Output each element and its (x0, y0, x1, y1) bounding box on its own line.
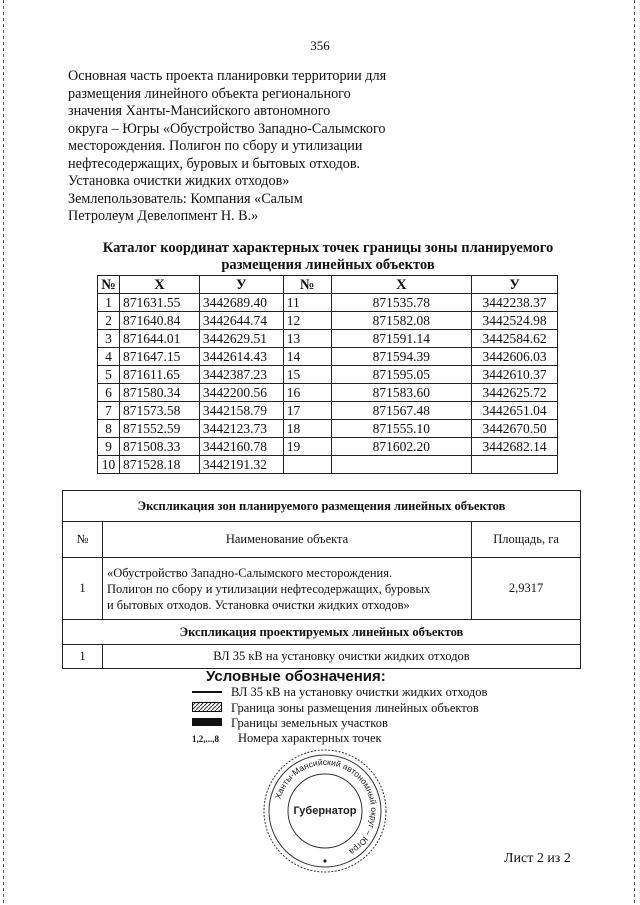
col-header-y: У (199, 276, 283, 294)
cell-x: 871552.59 (119, 420, 199, 438)
cell-x: 871528.18 (119, 456, 199, 474)
cell-x: 871631.55 (119, 294, 199, 312)
header-line: Землепользователь: Компания «Салым (68, 190, 303, 207)
header-line: Основная часть проекта планировки территории для (68, 68, 387, 84)
table-row (98, 312, 558, 330)
table-row (98, 384, 558, 402)
explication-col-area: Площадь, га (472, 522, 581, 558)
cell-num: 18 (283, 420, 331, 438)
seal-ring-text: Ханты-Мансийский автономный округ – Югра (272, 756, 380, 858)
cell-x (331, 456, 471, 474)
cell-x: 871595.05 (331, 366, 471, 384)
cell-x: 871647.15 (119, 348, 199, 366)
col-header-x: X (119, 276, 199, 294)
cell-x: 871611.65 (119, 366, 199, 384)
cell-num: 15 (283, 366, 331, 384)
cell-y: 3442200.56 (199, 384, 283, 402)
page-edge-line (634, 0, 635, 905)
legend-item (192, 716, 388, 731)
col-header-num: № (283, 276, 331, 294)
cell-y: 3442606.03 (472, 348, 558, 366)
explication-table (62, 490, 581, 669)
projected-row-num: 1 (63, 645, 103, 669)
explication-col-name: Наименование объекта (102, 522, 471, 558)
table-row (98, 348, 558, 366)
cell-x: 871583.60 (331, 384, 471, 402)
cell-y: 3442387.23 (199, 366, 283, 384)
explication-row-num: 1 (63, 558, 103, 620)
legend-item (192, 731, 382, 746)
projected-title: Экспликация проектируемых линейных объектов (63, 620, 581, 645)
header-line: месторождения. Полигон по сбору и утилизации (68, 138, 363, 154)
table-header-row (98, 276, 558, 294)
legend-item (192, 701, 479, 716)
table-row (98, 294, 558, 312)
cell-num: 19 (283, 438, 331, 456)
legend-item-text: Граница зоны размещения линейных объектов (231, 701, 479, 715)
hatched-border-icon (192, 701, 222, 716)
cell-x: 871580.34 (119, 384, 199, 402)
header-line: Установка очистки жидких отходов» (68, 173, 290, 189)
cell-y: 3442625.72 (472, 384, 558, 402)
header-line: нефтесодержащих, буровых и бытовых отходов. (68, 155, 361, 172)
cell-num: 16 (283, 384, 331, 402)
cell-y: 3442682.14 (472, 438, 558, 456)
explication-row-name-line: и бытовых отходов. Установка очистки жидких отходов» (106, 597, 410, 612)
legend-item-text: Номера характерных точек (238, 731, 382, 745)
page-edge-line (3, 0, 4, 905)
header-line: значения Ханты-Мансийского автономного (68, 103, 331, 119)
cell-y: 3442191.32 (199, 456, 283, 474)
cell-x: 871555.10 (331, 420, 471, 438)
cell-y: 3442160.78 (199, 438, 283, 456)
cell-x: 871644.01 (119, 330, 199, 348)
cell-num: 11 (283, 294, 331, 312)
seal-center-text: Губернатор (293, 805, 357, 817)
legend-title: Условные обозначения: (206, 668, 386, 685)
table-row (98, 402, 558, 420)
cell-num: 2 (98, 312, 120, 330)
cell-num: 7 (98, 402, 120, 420)
cell-num: 8 (98, 420, 120, 438)
col-header-y: У (472, 276, 558, 294)
legend-item (192, 685, 487, 700)
cell-num: 1 (98, 294, 120, 312)
explication-row-name-line: «Обустройство Западно-Салымского месторождения. (106, 565, 393, 580)
cell-num: 3 (98, 330, 120, 348)
header-text (68, 68, 428, 226)
legend-item-text: Границы земельных участков (231, 716, 388, 730)
line-icon (192, 685, 222, 700)
cell-x: 871640.84 (119, 312, 199, 330)
explication-row-name-line: Полигон по сбору и утилизации нефтесодержащих, буровых (106, 581, 431, 596)
governor-seal (262, 748, 388, 874)
cell-y: 3442524.98 (472, 312, 558, 330)
catalog-title-line: размещения линейных объектов (221, 257, 435, 273)
catalog-title (88, 240, 568, 274)
header-line: Петролеум Девелопмент Н. В.» (68, 208, 259, 224)
cell-y: 3442644.74 (199, 312, 283, 330)
table-row (98, 330, 558, 348)
cell-y: 3442689.40 (199, 294, 283, 312)
cell-x: 871582.08 (331, 312, 471, 330)
cell-y: 3442123.73 (199, 420, 283, 438)
cell-x: 871591.14 (331, 330, 471, 348)
page-number: 356 (310, 38, 330, 53)
cell-num: 6 (98, 384, 120, 402)
cell-y: 3442584.62 (472, 330, 558, 348)
cell-num: 13 (283, 330, 331, 348)
cell-num: 4 (98, 348, 120, 366)
cell-y: 3442610.37 (472, 366, 558, 384)
table-row (98, 420, 558, 438)
catalog-title-line: Каталог координат характерных точек границы зоны планируемого (102, 240, 554, 256)
cell-y: 3442670.50 (472, 420, 558, 438)
table-row (98, 366, 558, 384)
cell-x: 871594.39 (331, 348, 471, 366)
cell-y: 3442651.04 (472, 402, 558, 420)
explication-title: Экспликация зон планируемого размещения линейных объектов (63, 491, 581, 522)
header-line: округа – Югры «Обустройство Западно-Салымского (68, 120, 386, 137)
cell-x: 871567.48 (331, 402, 471, 420)
cell-num: 14 (283, 348, 331, 366)
projected-row-name: ВЛ 35 кВ на установку очистки жидких отходов (102, 645, 580, 669)
cell-num: 5 (98, 366, 120, 384)
cell-y (472, 456, 558, 474)
cell-num: 9 (98, 438, 120, 456)
legend-item-text: ВЛ 35 кВ на установку очистки жидких отходов (231, 685, 488, 699)
cell-num (283, 456, 331, 474)
explication-col-num: № (63, 522, 103, 558)
cell-y: 3442238.37 (472, 294, 558, 312)
cell-y: 3442158.79 (199, 402, 283, 420)
header-line: размещения линейного объекта регионального (68, 85, 351, 102)
cell-x: 871508.33 (119, 438, 199, 456)
cell-y: 3442629.51 (199, 330, 283, 348)
col-header-x: X (331, 276, 471, 294)
cell-y: 3442614.43 (199, 348, 283, 366)
cell-x: 871602.20 (331, 438, 471, 456)
table-row (98, 438, 558, 456)
explication-row-area: 2,9317 (472, 558, 581, 620)
cell-num: 12 (283, 312, 331, 330)
thick-border-icon (192, 716, 222, 731)
col-header-num: № (98, 276, 120, 294)
coordinates-table (97, 275, 558, 474)
cell-x: 871573.58 (119, 402, 199, 420)
explication-row-name (102, 558, 471, 620)
table-row (98, 456, 558, 474)
point-numbers-label: 1,2,...,8 (192, 733, 219, 744)
sheet-label: Лист 2 из 2 (504, 851, 571, 866)
cell-num: 10 (98, 456, 120, 474)
cell-num: 17 (283, 402, 331, 420)
cell-x: 871535.78 (331, 294, 471, 312)
